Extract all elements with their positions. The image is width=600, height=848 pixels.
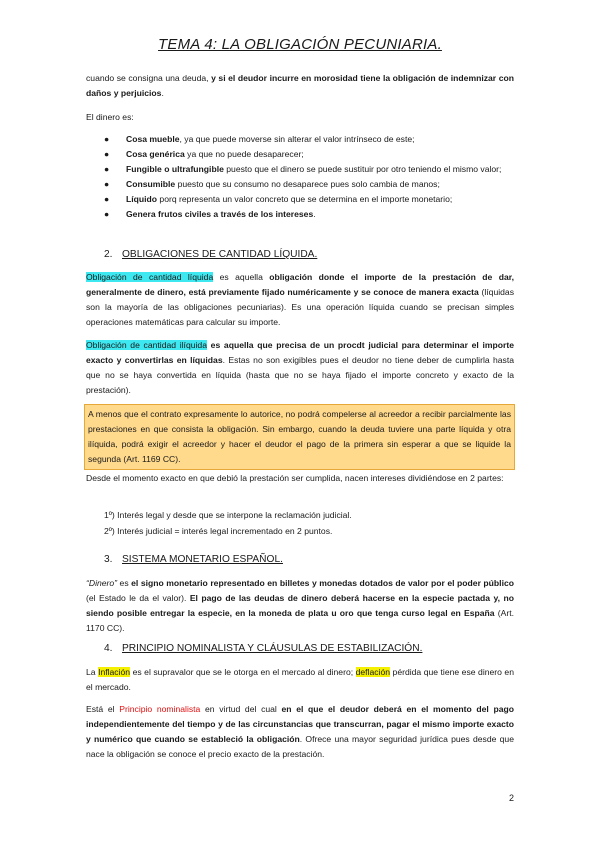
text: pérdida que tiene ese dinero en el mercado.	[86, 667, 514, 692]
text: (Art. 1170 CC).	[86, 608, 514, 633]
section-title: SISTEMA MONETARIO ESPAÑOL.	[122, 554, 283, 565]
red-term: Principio nominalista	[119, 704, 201, 714]
intro-end: .	[161, 88, 164, 98]
bullet-icon: ●	[104, 209, 110, 219]
bullet-bold: Fungible o ultrafungible	[126, 164, 224, 174]
bullet-text: puesto que el dinero se puede sustituir por otro teniendo el mismo valor;	[223, 164, 502, 174]
bold-text: es aquella que precisa de un procdt judicial para determinar el importe exacto y convertirlas en líquidas	[86, 340, 514, 365]
bold-text: en el que el deudor deberá en el momento del pago independientemente del tiempo y de las circunstancias que transcurran, pagar el mismo importe exacto y numérico que cuando se estableció la obligación	[86, 704, 514, 744]
list-item	[86, 177, 514, 192]
text: Está el	[86, 704, 120, 714]
page-number: 2	[508, 793, 514, 803]
interes-item-1: 1º) Interés legal y desde que se interpone la reclamación judicial.	[104, 510, 352, 520]
bullet-bold: Líquido	[126, 194, 158, 204]
highlight-term: deflación	[355, 667, 391, 677]
section-heading-3	[104, 554, 283, 565]
section-number: 2.	[104, 249, 113, 260]
text: La	[86, 667, 99, 677]
section-number: 3.	[104, 554, 113, 565]
bold-text: el signo monetario representado en billetes y monedas dotados de valor por el poder público	[131, 578, 514, 588]
text: . Ofrece una mayor seguridad jurídica pues desde que nace la obligación se conoce el precio exacto de la prestación.	[86, 734, 514, 759]
list-item	[86, 132, 514, 147]
text: es el supravalor que se le otorga en el mercado al dinero;	[130, 667, 356, 677]
quoted-term: “Dinero”	[86, 578, 118, 588]
text: en virtud del cual	[200, 704, 282, 714]
nominalista-paragraph	[86, 702, 514, 762]
inflacion-paragraph	[86, 665, 514, 695]
intro-paragraph	[86, 71, 514, 101]
text: (el Estado le da el valor).	[86, 593, 190, 603]
section-heading-4	[104, 643, 422, 654]
section-title: OBLIGACIONES DE CANTIDAD LÍQUIDA.	[122, 249, 318, 260]
section-heading-2	[104, 249, 317, 260]
iliquida-paragraph	[86, 338, 514, 398]
bullet-text: puesto que su consumo no desaparece pues solo cambia de manos;	[175, 179, 440, 189]
bullet-text: .	[313, 209, 316, 219]
bullet-bold: Consumible	[126, 179, 176, 189]
text: (líquidas son la mayoría de las obligaciones pecuniarias). Es una operación líquida cuando se precisan simples operaciones matemáticas para calcular su importe.	[86, 287, 514, 327]
bullet-text: porq representa un valor concreto que se determina en el importe monetario;	[157, 194, 453, 204]
highlight-term: Obligación de cantidad líquida	[86, 272, 214, 282]
bullet-icon: ●	[104, 134, 110, 144]
dinero-bullet-list	[86, 132, 514, 222]
text: es	[117, 578, 132, 588]
bullet-bold: Genera frutos civiles a través de los intereses	[126, 209, 314, 219]
bullet-icon: ●	[104, 179, 110, 189]
intro-text: cuando se consigna una deuda,	[86, 73, 212, 83]
bullet-icon: ●	[104, 164, 110, 174]
text: es aquella	[213, 272, 270, 282]
list-item	[86, 207, 514, 222]
intro-bold: y si el deudor incurre en morosidad tiene la obligación de indemnizar con daños y perjuicios	[86, 73, 514, 98]
section-title: PRINCIPIO NOMINALISTA Y CLÁUSULAS DE ESTABILIZACIÓN.	[122, 643, 423, 654]
list-item	[86, 162, 514, 177]
bold-text: obligación donde el importe de la prestación de dar, generalmente de dinero, está previamente fijado numéricamente y se conoce de manera exacta	[86, 272, 514, 297]
dinero-es-label: El dinero es:	[86, 112, 134, 122]
intereses-paragraph: Desde el momento exacto en que debió la prestación ser cumplida, nacen intereses dividiéndose en 2 partes:	[86, 473, 504, 483]
dinero-definition	[86, 576, 514, 636]
text: . Estas no son exigibles pues el deudor no tiene deber de cumplirla hasta que no se haya convertida en líquida (hasta que no se haya fijado el importe concreto y exacto de la prestación).	[86, 355, 515, 395]
interes-item-2: 2º) Interés judicial = interés legal incrementado en 2 puntos.	[104, 526, 333, 536]
highlight-term: Inflación	[98, 667, 131, 677]
list-item	[86, 192, 514, 207]
bullet-text: , ya que puede moverse sin alterar el valor intrínseco de este;	[179, 134, 415, 144]
article-quote-box: A menos que el contrato expresamente lo autorice, no podrá compelerse al acreedor a recibir parcialmente las prestaciones en que consista la obligación. Sin embargo, cuando la deuda tuviere una parte líquida y otra ilíquida, podrá exigir el acreedor y hacer el deudor el pago de la primera sin esperar a que se liquide la segunda (Art. 1169 CC).	[84, 404, 515, 470]
bullet-bold: Cosa genérica	[126, 149, 185, 159]
page-title: TEMA 4: LA OBLIGACIÓN PECUNIARIA.	[158, 36, 442, 53]
bullet-text: ya que no puede desaparecer;	[184, 149, 304, 159]
liquida-paragraph	[86, 270, 514, 330]
bold-text: El pago de las deudas de dinero deberá hacerse en la especie pactada y, no siendo posible entregar la especie, en la moneda de plata u oro que tenga curso legal en España	[86, 593, 514, 618]
bullet-bold: Cosa mueble	[126, 134, 180, 144]
highlight-term: Obligación de cantidad ilíquida	[86, 340, 207, 350]
section-number: 4.	[104, 643, 113, 654]
list-item	[86, 147, 514, 162]
bullet-icon: ●	[104, 194, 110, 204]
bullet-icon: ●	[104, 149, 110, 159]
